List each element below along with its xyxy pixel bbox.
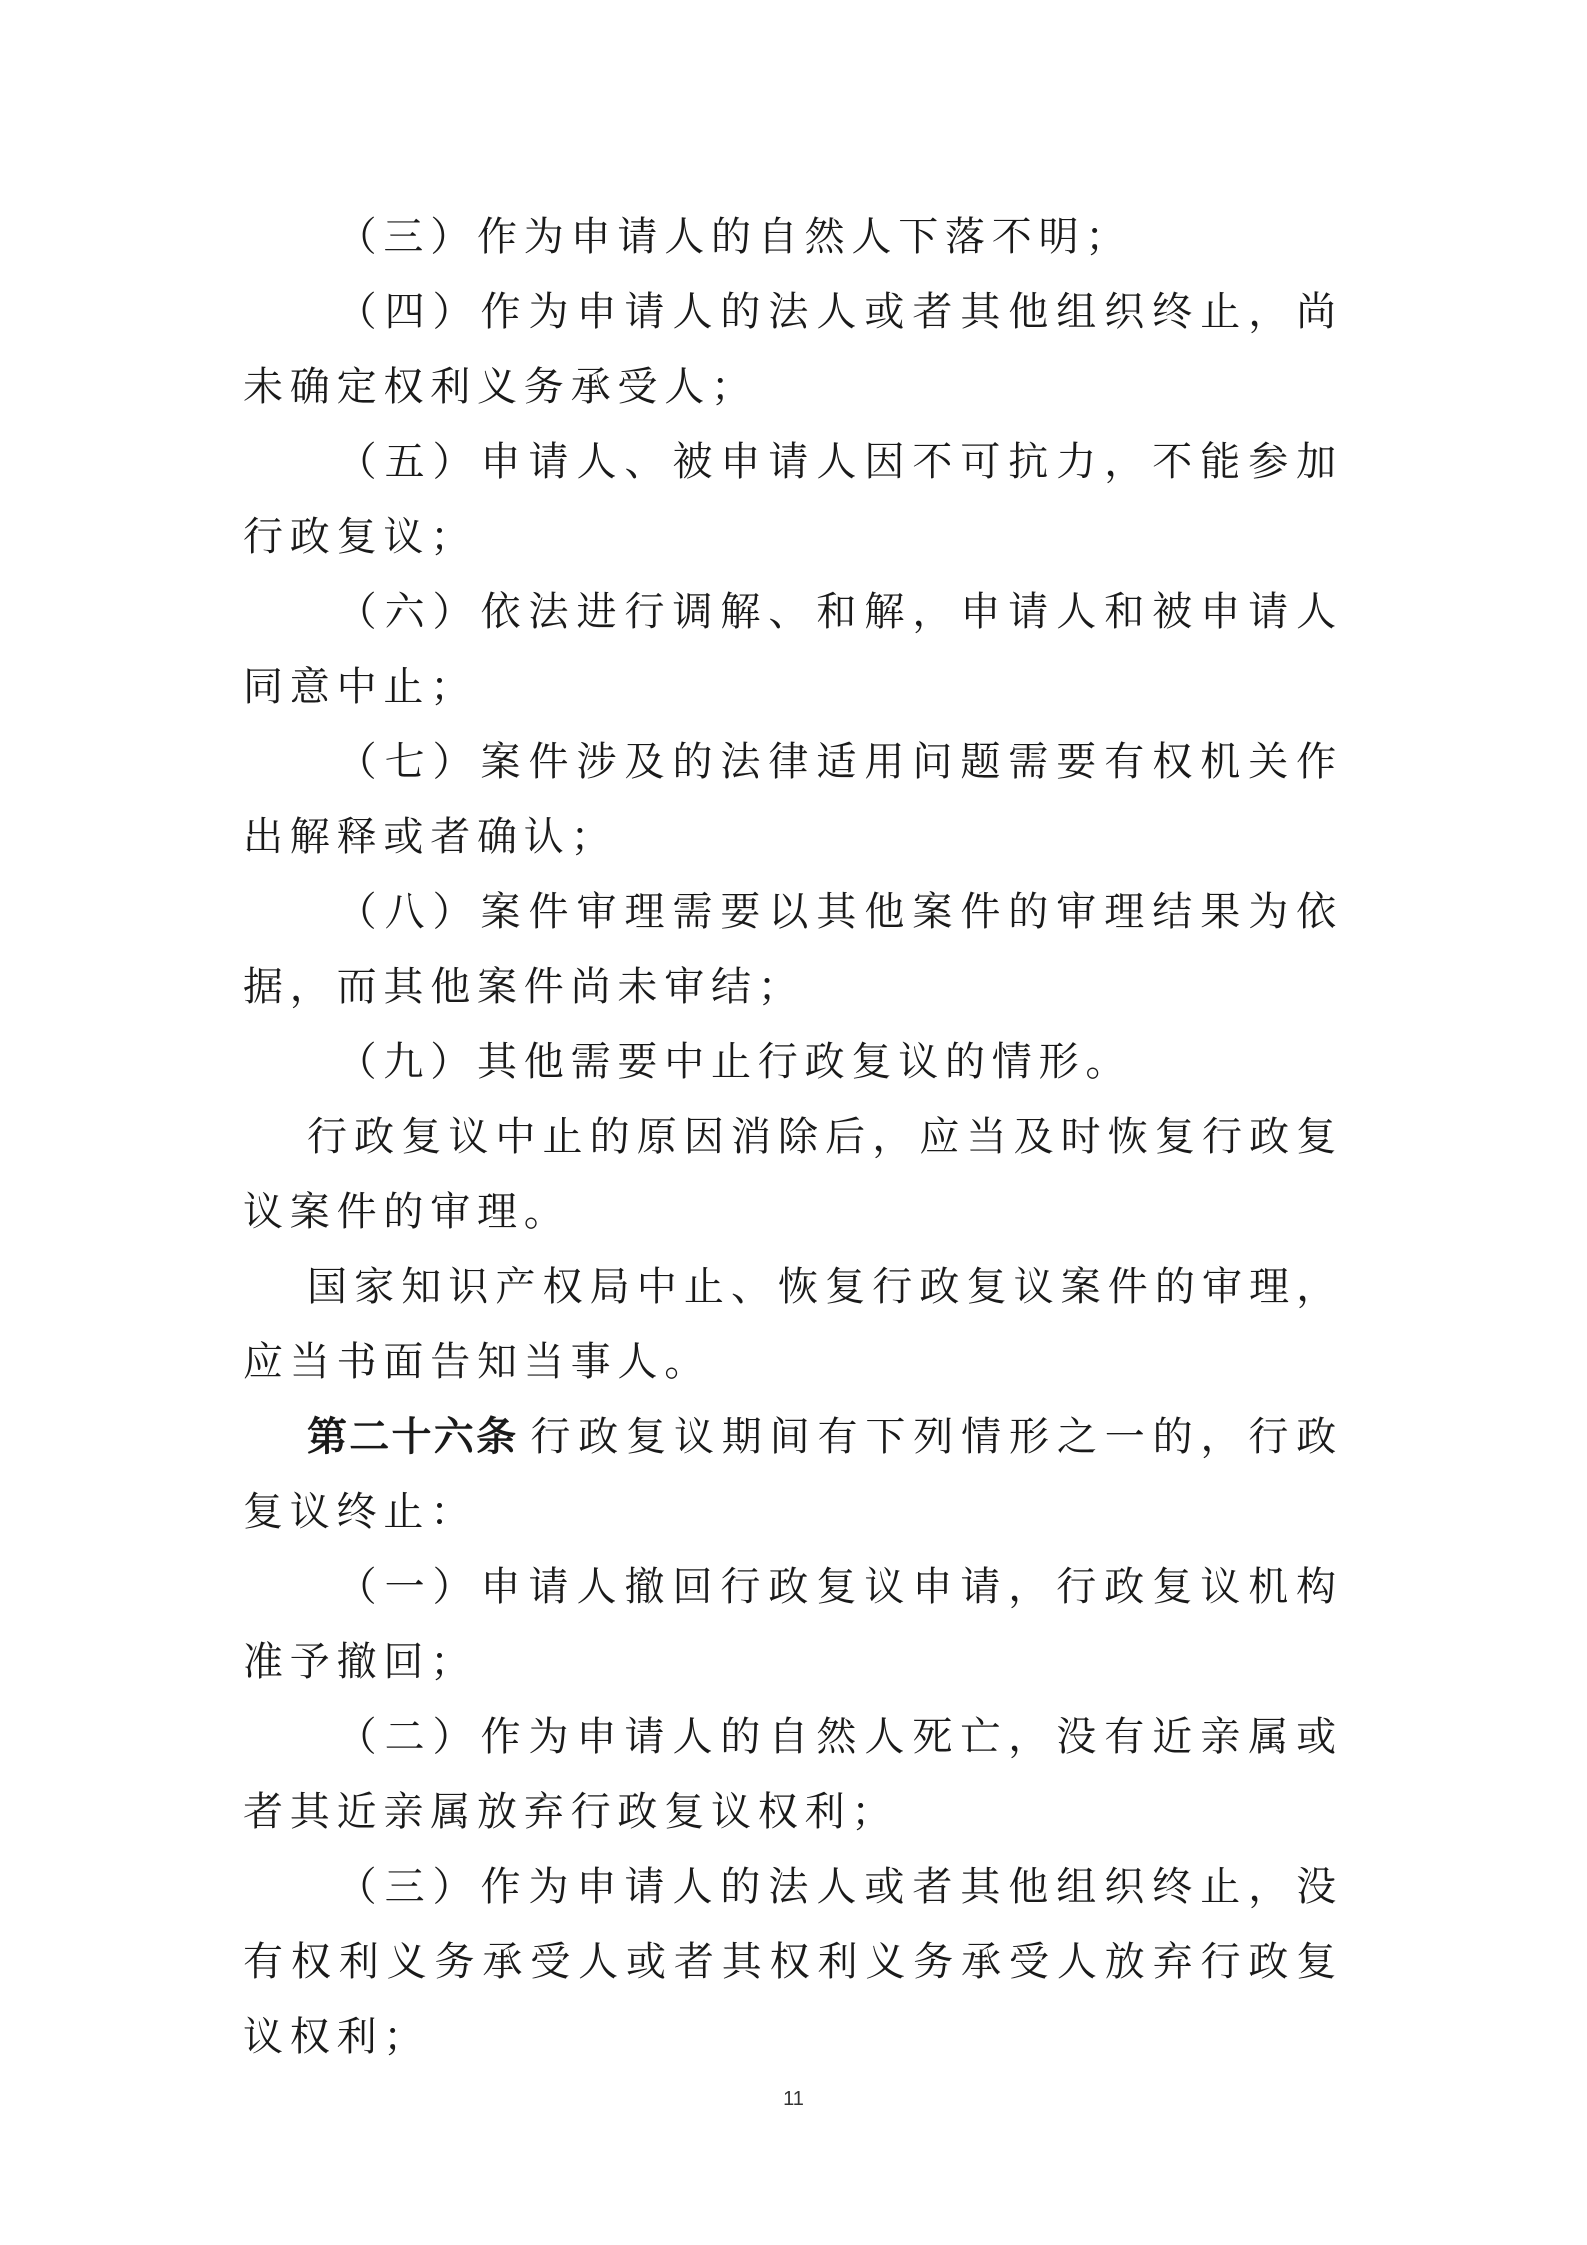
article-26	[243, 1400, 1343, 1550]
paragraph-item-4: （四）作为申请人的法人或者其他组织终止，尚未确定权利义务承受人；	[243, 289, 1343, 410]
paragraph-item-9: （九）其他需要中止行政复议的情形。	[336, 1039, 1133, 1085]
paragraph-item-6: （六）依法进行调解、和解，申请人和被申请人同意中止；	[243, 589, 1343, 710]
paragraph-item-8: （八）案件审理需要以其他案件的审理结果为依据，而其他案件尚未审结；	[243, 889, 1343, 1010]
paragraph-notify-parties: 国家知识产权局中止、恢复行政复议案件的审理，应当书面告知当事人。	[243, 1264, 1343, 1385]
article-text: 行政复议期间有下列情形之一的，行政复议终止：	[243, 1414, 1344, 1535]
termination-item-3: （三）作为申请人的法人或者其他组织终止，没有权利义务承受人或者其权利义务承受人放弃行政复议权利；	[243, 1864, 1343, 2060]
page-number: 11	[783, 2088, 804, 2110]
paragraph-item-5: （五）申请人、被申请人因不可抗力，不能参加行政复议；	[243, 439, 1343, 560]
document-body	[243, 200, 1343, 2075]
article-heading: 第二十六条	[307, 1414, 519, 1460]
termination-item-1: （一）申请人撤回行政复议申请，行政复议机构准予撤回；	[243, 1564, 1343, 1685]
paragraph-resume-review: 行政复议中止的原因消除后，应当及时恢复行政复议案件的审理。	[243, 1114, 1343, 1235]
paragraph-item-7: （七）案件涉及的法律适用问题需要有权机关作出解释或者确认；	[243, 739, 1343, 860]
paragraph-item-3: （三）作为申请人的自然人下落不明；	[336, 214, 1133, 260]
termination-item-2: （二）作为申请人的自然人死亡，没有近亲属或者其近亲属放弃行政复议权利；	[243, 1714, 1343, 1835]
